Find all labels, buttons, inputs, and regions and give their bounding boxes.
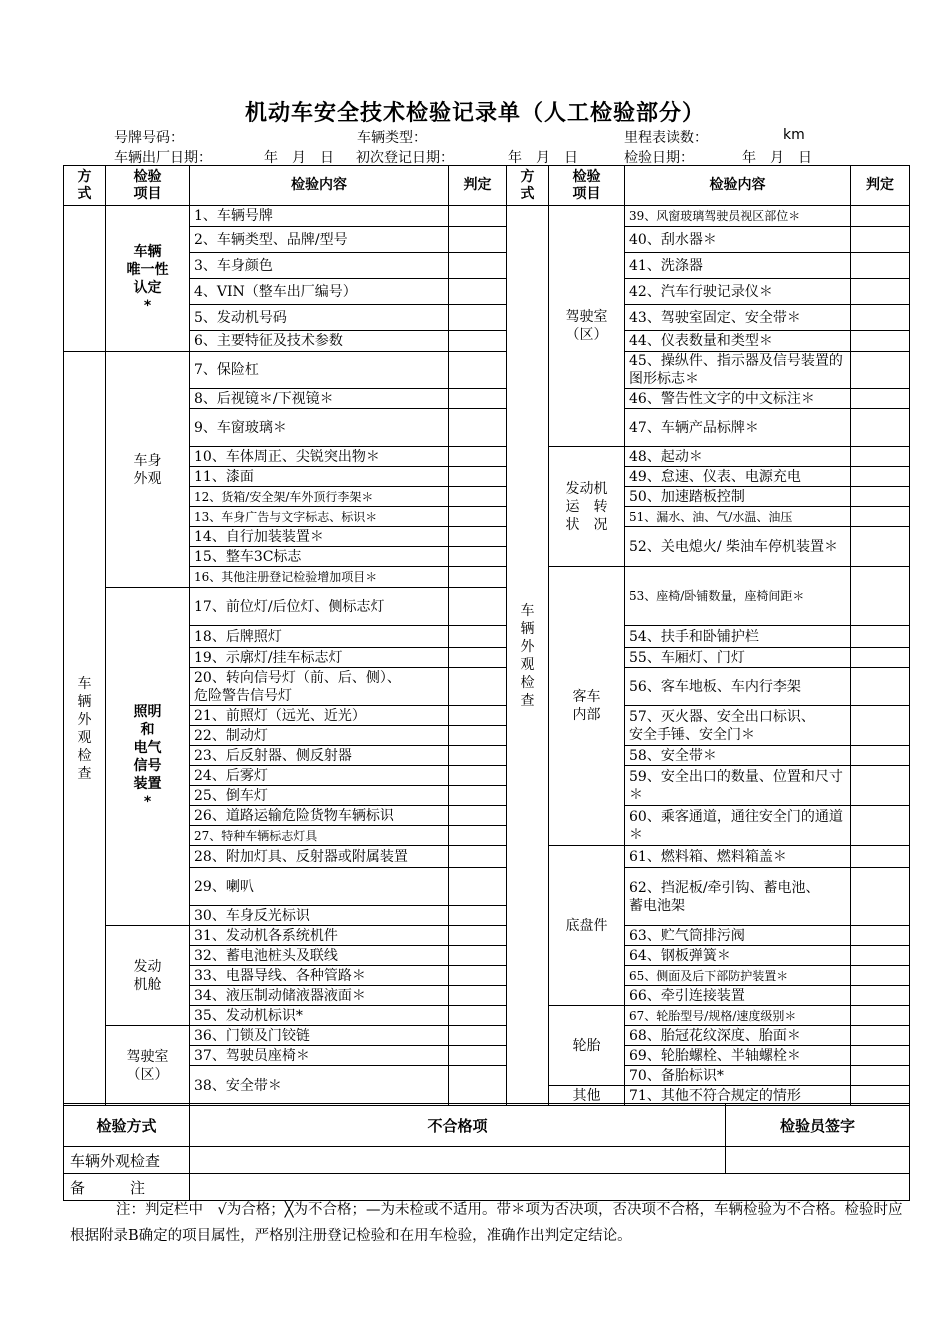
judge-15[interactable] [449,547,507,567]
item-14: 14、自行加装装置＊ [190,527,449,547]
factory-date: 年 月 日 [264,150,334,166]
judge-47[interactable] [851,409,910,447]
judge-45[interactable] [851,352,910,389]
item-55: 55、车厢灯、门灯 [625,648,851,668]
judge-20[interactable] [449,668,507,706]
judge-18[interactable] [449,626,507,648]
item-9: 9、车窗玻璃＊ [190,409,449,447]
inspection-table [63,165,910,1106]
item-4: 4、VIN（整车出厂编号） [190,279,449,305]
judge-22[interactable] [449,726,507,746]
judge-2[interactable] [449,227,507,253]
judge-63[interactable] [851,926,910,946]
category-light: 照明 和 电气 信号 装置 * [106,588,190,926]
header-item: 检验 项目 [106,166,190,206]
judge-60[interactable] [851,806,910,846]
category-tire: 轮胎 [549,1006,625,1086]
footnote: 注：判定栏中 √为合格；╳为不合格；—为未检或不适用。带＊项为否决项，否决项不合格，车辆检验为不合格。检验时应根据附录B确定的项目属性，严格别注册登记检验和在用车检验，准确作出判定定结论。 [70,1202,903,1244]
plate-label: 号牌号码： [114,130,184,146]
item-32: 32、蓄电池桩头及联线 [190,946,449,966]
judge-41[interactable] [851,253,910,279]
fail-header: 不合格项 [190,1104,726,1147]
judge-42[interactable] [851,279,910,305]
item-46: 46、警告性文字的中文标注＊ [625,389,851,409]
judge-21[interactable] [449,706,507,726]
judge-11[interactable] [449,467,507,487]
item-25: 25、倒车灯 [190,786,449,806]
method-exterior-right: 车 辆 外 观 检 查 [507,206,549,1106]
item-39: 39、风窗玻璃驾驶员视区部位＊ [625,206,851,227]
item-37: 37、驾驶员座椅＊ [190,1046,449,1066]
item-16: 16、其他注册登记检验增加项目＊ [190,567,449,588]
item-67: 67、轮胎型号/规格/速度级别＊ [625,1006,851,1026]
item-36: 36、门锁及门铰链 [190,1026,449,1046]
judge-3[interactable] [449,253,507,279]
category-engine_bay: 发动 机舱 [106,926,190,1026]
item-5: 5、发动机号码 [190,305,449,331]
judge-25[interactable] [449,786,507,806]
judge-66[interactable] [851,986,910,1006]
item-7: 7、保险杠 [190,352,449,389]
item-69: 69、轮胎螺栓、半轴螺栓＊ [625,1046,851,1066]
item-41: 41、洗涤器 [625,253,851,279]
judge-53[interactable] [851,567,910,626]
judge-26[interactable] [449,806,507,826]
header-method: 方 式 [507,166,549,206]
category-cab_right: 驾驶室 （区） [549,206,625,447]
odometer-unit: km [783,127,805,143]
judge-36[interactable] [449,1026,507,1046]
judge-9[interactable] [449,409,507,447]
item-59: 59、安全出口的数量、位置和尺寸＊ [625,766,851,806]
sign-header: 检验员签字 [726,1104,910,1147]
judge-32[interactable] [449,946,507,966]
item-68: 68、胎冠花纹深度、胎面＊ [625,1026,851,1046]
item-49: 49、怠速、仪表、电源充电 [625,467,851,487]
item-60: 60、乘客通道，通往安全门的通道＊ [625,806,851,846]
judge-13[interactable] [449,507,507,527]
judge-7[interactable] [449,352,507,389]
judge-49[interactable] [851,467,910,487]
item-2: 2、车辆类型、品牌/型号 [190,227,449,253]
category-cab_left: 驾驶室 （区） [106,1026,190,1106]
judge-51[interactable] [851,507,910,527]
item-42: 42、汽车行驶记录仪＊ [625,279,851,305]
judge-58[interactable] [851,746,910,766]
item-70: 70、备胎标识* [625,1066,851,1086]
judge-55[interactable] [851,648,910,668]
item-27: 27、特种车辆标志灯具 [190,826,449,846]
judge-46[interactable] [851,389,910,409]
judge-40[interactable] [851,227,910,253]
judge-16[interactable] [449,567,507,588]
category-bus: 客车 内部 [549,567,625,846]
judge-6[interactable] [449,331,507,352]
judge-43[interactable] [851,305,910,331]
judge-30[interactable] [449,906,507,926]
item-40: 40、刮水器＊ [625,227,851,253]
judge-28[interactable] [449,846,507,868]
judge-31[interactable] [449,926,507,946]
item-63: 63、贮气筒排污阀 [625,926,851,946]
item-45: 45、操纵件、指示器及信号装置的图形标志＊ [625,352,851,389]
sign-cell[interactable] [726,1147,910,1174]
item-48: 48、起动＊ [625,447,851,467]
item-34: 34、液压制动储液器液面＊ [190,986,449,1006]
judge-8[interactable] [449,389,507,409]
judge-52[interactable] [851,527,910,567]
page-title: 机动车安全技术检验记录单（人工检验部分） [244,101,705,126]
item-50: 50、加速踏板控制 [625,487,851,507]
judge-19[interactable] [449,648,507,668]
judge-12[interactable] [449,487,507,507]
judge-44[interactable] [851,331,910,352]
item-66: 66、牵引连接装置 [625,986,851,1006]
judge-37[interactable] [449,1046,507,1066]
item-51: 51、漏水、油、气/水温、油压 [625,507,851,527]
judge-48[interactable] [851,447,910,467]
first-reg-label: 初次登记日期： [356,150,454,166]
judge-29[interactable] [449,868,507,906]
judge-33[interactable] [449,966,507,986]
judge-61[interactable] [851,846,910,868]
judge-50[interactable] [851,487,910,507]
item-3: 3、车身颜色 [190,253,449,279]
first-reg-date: 年 月 日 [508,150,578,166]
item-52: 52、关电熄火/ 柴油车停机装置＊ [625,527,851,567]
check-date-label: 检验日期： [624,150,694,166]
item-22: 22、制动灯 [190,726,449,746]
judge-39[interactable] [851,206,910,227]
item-23: 23、后反射器、侧反射器 [190,746,449,766]
item-33: 33、电器导线、各种管路＊ [190,966,449,986]
method-cell [64,206,106,352]
item-31: 31、发动机各系统机件 [190,926,449,946]
judge-23[interactable] [449,746,507,766]
judge-14[interactable] [449,527,507,547]
item-56: 56、客车地板、车内行李架 [625,668,851,706]
method-exterior: 车 辆 外 观 检 查 [64,352,106,1106]
judge-27[interactable] [449,826,507,846]
category-body: 车身 外观 [106,352,190,588]
item-65: 65、侧面及后下部防护装置＊ [625,966,851,986]
item-71: 71、其他不符合规定的情形 [625,1086,851,1106]
result-table [63,1103,910,1201]
category-engine_run: 发动机 运 转 状 况 [549,447,625,567]
judge-57[interactable] [851,706,910,746]
judge-17[interactable] [449,588,507,626]
judge-62[interactable] [851,868,910,926]
item-38: 38、安全带＊ [190,1066,449,1106]
header-method: 方 式 [64,166,106,206]
item-53: 53、座椅/卧铺数量，座椅间距＊ [625,567,851,626]
item-8: 8、后视镜＊/下视镜＊ [190,389,449,409]
category-identity: 车辆 唯一性 认定 * [106,206,190,352]
judge-38[interactable] [449,1066,507,1106]
item-11: 11、漆面 [190,467,449,487]
judge-24[interactable] [449,766,507,786]
item-1: 1、车辆号牌 [190,206,449,227]
judge-67[interactable] [851,1006,910,1026]
item-26: 26、道路运输危险货物车辆标识 [190,806,449,826]
item-58: 58、安全带＊ [625,746,851,766]
item-20: 20、转向信号灯（前、后、侧）、 危险警告信号灯 [190,668,449,706]
odometer-label: 里程表读数： [624,130,708,146]
judge-4[interactable] [449,279,507,305]
header-judge: 判定 [449,166,507,206]
item-15: 15、整车3C标志 [190,547,449,567]
judge-68[interactable] [851,1026,910,1046]
factory-date-label: 车辆出厂日期： [114,150,212,166]
item-13: 13、车身广告与文字标志、标识＊ [190,507,449,527]
item-62: 62、挡泥板/牵引钩、蓄电池、 蓄电池架 [625,868,851,926]
item-35: 35、发动机标识* [190,1006,449,1026]
judge-10[interactable] [449,447,507,467]
judge-54[interactable] [851,626,910,648]
item-6: 6、主要特征及技术参数 [190,331,449,352]
item-47: 47、车辆产品标牌＊ [625,409,851,447]
item-17: 17、前位灯/后位灯、侧标志灯 [190,588,449,626]
item-57: 57、灭火器、安全出口标识、 安全手锤、安全门＊ [625,706,851,746]
category-chassis: 底盘件 [549,846,625,1006]
header-item: 检验 项目 [549,166,625,206]
item-28: 28、附加灯具、反射器或附属装置 [190,846,449,868]
method-header: 检验方式 [64,1104,190,1147]
judge-56[interactable] [851,668,910,706]
judge-59[interactable] [851,766,910,806]
category-other: 其他 [549,1086,625,1106]
header-content: 检验内容 [625,166,851,206]
item-21: 21、前照灯（远光、近光） [190,706,449,726]
vehicle-type-label: 车辆类型： [357,130,427,146]
judge-1[interactable] [449,206,507,227]
item-43: 43、驾驶室固定、安全带＊ [625,305,851,331]
check-date: 年 月 日 [742,150,812,166]
judge-64[interactable] [851,946,910,966]
item-44: 44、仪表数量和类型＊ [625,331,851,352]
method-row-label: 车辆外观检查 [64,1147,190,1174]
judge-34[interactable] [449,986,507,1006]
fail-cell[interactable] [190,1147,726,1174]
item-18: 18、后牌照灯 [190,626,449,648]
item-24: 24、后雾灯 [190,766,449,786]
header-content: 检验内容 [190,166,449,206]
judge-5[interactable] [449,305,507,331]
item-64: 64、钢板弹簧＊ [625,946,851,966]
item-12: 12、货箱/安全架/车外顶行李架＊ [190,487,449,507]
judge-69[interactable] [851,1046,910,1066]
judge-35[interactable] [449,1006,507,1026]
judge-70[interactable] [851,1066,910,1086]
item-54: 54、扶手和卧铺护栏 [625,626,851,648]
header-judge: 判定 [851,166,910,206]
item-10: 10、车体周正、尖锐突出物＊ [190,447,449,467]
item-30: 30、车身反光标识 [190,906,449,926]
remarks-label: 备 注 [64,1174,190,1201]
item-29: 29、喇叭 [190,868,449,906]
item-61: 61、燃料箱、燃料箱盖＊ [625,846,851,868]
item-19: 19、示廓灯/挂车标志灯 [190,648,449,668]
judge-65[interactable] [851,966,910,986]
